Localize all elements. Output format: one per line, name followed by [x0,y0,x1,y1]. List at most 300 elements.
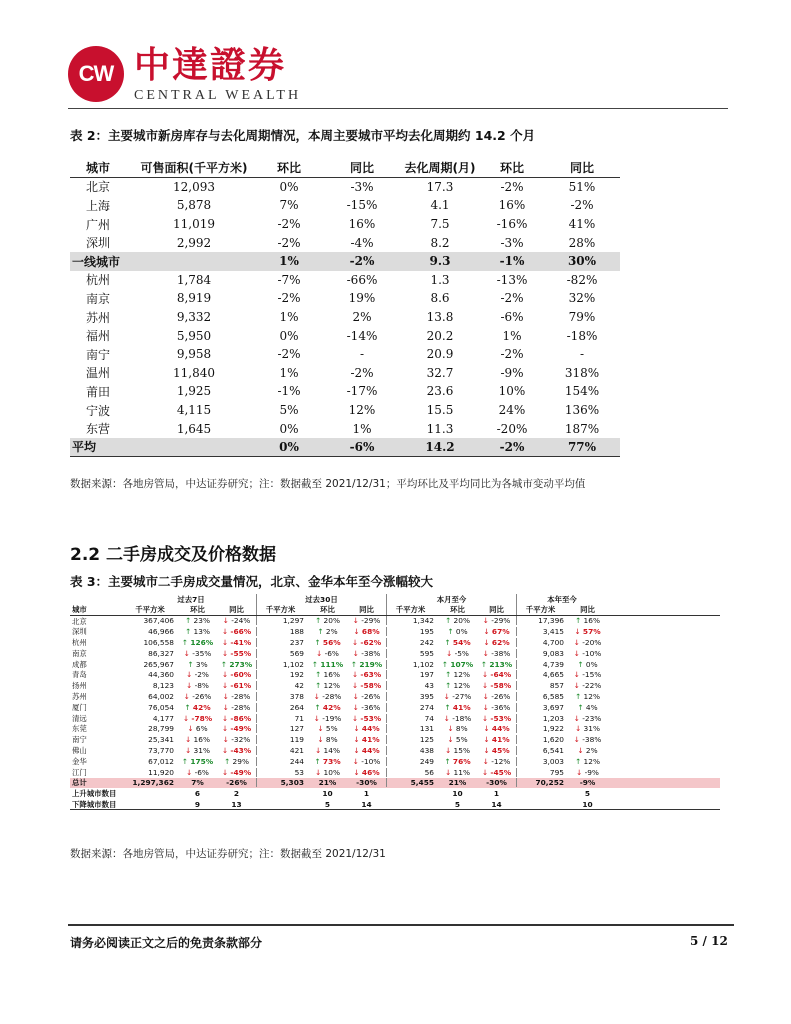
table2-row [70,419,620,438]
table3-cell [308,681,347,690]
arrow-down-icon: ↓ [222,616,232,626]
arrow-up-icon: ↑ [181,638,191,648]
table3-city: 清远 [72,713,87,723]
table3-cell: 1 [363,789,370,799]
table3-city: 扬州 [72,681,87,691]
table3-cell [568,735,607,744]
arrow-down-icon: ↓ [573,648,583,658]
table2-cell: 15.5 [426,403,454,418]
table2-cell: 1,784 [176,272,212,287]
table3 [70,594,720,810]
table3-value: 44% [491,724,510,734]
table2-row [70,215,620,234]
table2-col-header: 环比 [499,161,524,176]
table2-cell: 16% [498,198,526,213]
table2-cell: 东营 [86,422,111,437]
table3-cell [477,692,516,701]
table3-cell: 119 [256,735,308,744]
table2-cell: 28% [568,235,596,250]
arrow-down-icon: ↓ [183,692,193,702]
table3-cell: -9% [579,778,596,788]
table3-value: -18% [452,713,472,723]
table3-cell: 265,967 [143,659,174,669]
arrow-down-icon: ↓ [352,702,362,712]
table2-cell: -15% [346,198,378,213]
arrow-down-icon: ↓ [185,735,194,745]
table3-value: -6% [324,648,339,658]
table3-cell [217,703,256,712]
table3-cell: 421 [256,746,308,755]
arrow-down-icon: ↓ [352,616,362,626]
arrow-down-icon: ↓ [481,670,491,680]
table2-cell: 温州 [86,366,111,381]
table3-cell: 67,012 [148,756,174,766]
table3-city: 成都 [72,659,87,669]
table3-value: -26% [491,692,511,702]
table3-cell [217,638,256,647]
table3-cell: 195 [386,627,438,636]
table3-city: 深圳 [72,627,87,637]
table3-value: 41% [452,702,471,712]
table3-cell [477,616,516,625]
table2-cell: -13% [496,272,528,287]
table3-cell [568,714,607,723]
table2-cell: 13.8 [426,310,454,325]
table3-cell [178,627,217,636]
table3-cell: 127 [256,724,308,733]
table3-row [70,691,720,702]
table3-cell: 1,102 [386,660,438,669]
table3-cell [438,724,477,733]
arrow-up-icon: ↑ [314,756,323,766]
table2-cell: 1% [279,254,299,269]
table2-cell: 上海 [86,198,111,213]
table2-cell: 5,950 [176,328,212,343]
table2-col-header: 同比 [569,161,594,176]
table2-cell: 11,019 [173,217,215,232]
table3-cell [568,627,607,636]
table2-cell: 10% [498,384,526,399]
arrow-down-icon: ↓ [186,670,195,680]
table3-value: -41% [230,638,252,648]
table3-cell: 395 [386,692,438,701]
table3-cell [477,746,516,755]
table3-value: 67% [491,627,510,637]
table3-cell [308,649,347,658]
table3-cell [477,660,516,669]
table3-value: -23% [582,713,602,723]
table3-cell: 6,585 [516,692,568,701]
arrow-down-icon: ↓ [221,681,231,691]
table3-cell [178,692,217,701]
table3-cell [347,649,386,658]
table3-cell [217,735,256,744]
arrow-up-icon: ↑ [575,756,584,766]
table3-cell: 46,966 [148,627,174,637]
table2-row [70,345,620,364]
table3-cell: 4,177 [152,713,174,723]
table2-cell: 5% [279,403,299,418]
arrow-up-icon: ↑ [315,681,324,691]
table2-cell: -2% [277,291,301,306]
table2-cell: 1.3 [430,272,450,287]
table3-cell [308,638,347,647]
arrow-down-icon: ↓ [573,735,583,745]
arrow-down-icon: ↓ [183,648,193,658]
arrow-down-icon: ↓ [353,746,362,756]
table2-cell: 广州 [86,217,111,232]
arrow-down-icon: ↓ [186,767,195,777]
table2-col-header: 环比 [276,161,301,176]
table3-city: 东莞 [72,724,87,734]
table2-row [70,289,620,308]
table3-cell: 106,558 [143,638,174,648]
table3-value: 6% [195,724,208,734]
table3-value: 62% [491,638,510,648]
table3-value: 0% [585,659,598,669]
table3-city: 青岛 [72,670,87,680]
table3-header-row [70,605,720,616]
table3-value: 16% [193,735,210,745]
table3-value: 2% [585,746,598,756]
table2-row [70,196,620,215]
table3-cell [438,757,477,766]
table3-cell: 438 [386,746,438,755]
section-title: 2.2 二手房成交及价格数据 [70,545,277,565]
table3-value: -35% [192,648,212,658]
arrow-up-icon: ↑ [181,756,191,766]
table2-cell: 1,645 [176,421,212,436]
table3-value: 42% [322,702,341,712]
table3-cell [568,649,607,658]
arrow-up-icon: ↑ [577,659,586,669]
table3-cell: 13 [231,799,242,809]
arrow-down-icon: ↓ [446,648,455,658]
table2-cell: 2% [352,310,372,325]
table3-title: 表 3：主要城市二手房成交量情况，北京、金华本年至今涨幅较大 [70,574,434,589]
table3-value: -20% [582,638,602,648]
table2-cell: 莆田 [86,384,111,399]
table3-value: 213% [489,659,513,669]
table3-col-header: 环比 [320,605,335,615]
arrow-up-icon: ↑ [311,659,321,669]
table3-value: -6% [194,767,209,777]
table2-cell: -20% [496,421,528,436]
table3-cell [438,627,477,636]
table3-cell [178,649,217,658]
table2-col-header: 同比 [349,161,374,176]
table3-value: -10% [361,756,381,766]
arrow-down-icon: ↓ [573,638,583,648]
company-logo [68,46,124,102]
table3-cell [438,670,477,679]
table3-value: 41% [491,735,510,745]
table2-cell: -7% [277,272,301,287]
table3-cell: 595 [386,649,438,658]
table3-group-header: 本月至今 [386,594,516,605]
table3-cell: 131 [386,724,438,733]
arrow-down-icon: ↓ [483,724,492,734]
table3-cell [438,681,477,690]
table3-cell [568,681,607,690]
table3-value: 54% [452,638,471,648]
table3-cell [178,670,217,679]
table3-cell [568,638,607,647]
table3-value: -58% [490,681,512,691]
table3-value: -66% [230,627,252,637]
table3-cell [438,649,477,658]
table3-value: 20% [323,616,340,626]
table2-cell: 1% [279,365,299,380]
table2-col-header: 去化周期(月) [404,161,476,176]
table2-cell: 0% [279,421,299,436]
arrow-down-icon: ↓ [481,681,491,691]
table3-cell [477,735,516,744]
table2-cell: 2,992 [176,235,212,250]
table3-value: -28% [231,692,251,702]
table3-cell [347,692,386,701]
table3-cell [308,660,347,669]
table3-value: -2% [194,670,209,680]
arrow-down-icon: ↓ [221,746,231,756]
table3-col-header: 同比 [489,605,504,615]
table2-cell: - [359,347,365,362]
table3-cell [178,724,217,733]
table2-cell: 14.2 [425,439,455,454]
table3-group-header: 过去30日 [256,594,386,605]
table3-cell: 192 [256,670,308,679]
table3-col-header: 千平方米 [386,604,438,615]
table3-value: 23% [193,616,210,626]
table2-cell: 77% [567,439,597,454]
table3-value: -38% [361,648,381,658]
table2-cell: -16% [496,217,528,232]
table2-header-row [70,159,620,178]
table2-source: 数据来源：各地房管局，中达证券研究；注：数据截至 2021/12/31；平均环比及平均同比为各城市变动平均值 [70,478,586,490]
arrow-down-icon: ↓ [351,681,361,691]
table3-cell [568,768,607,777]
table3-cell [308,714,347,723]
arrow-down-icon: ↓ [353,735,362,745]
arrow-down-icon: ↓ [222,702,232,712]
table3-row [70,626,720,637]
table3-cell [347,714,386,723]
table3-cell [217,681,256,690]
table2-cell: -4% [350,235,374,250]
table3-value: 15% [453,746,470,756]
table3-cell: 1 [493,789,500,799]
table3-cell: 5,303 [256,778,308,787]
table3-cell: 25,341 [148,735,174,745]
table3-cell [438,660,477,669]
table2-cell: - [579,347,585,362]
table3-cell: 76,054 [148,702,174,712]
table3-group-header: 本年至今 [516,594,607,605]
table3-cell [178,638,217,647]
table2-cell: 5,878 [176,198,212,213]
table3-value: -9% [584,767,599,777]
table3-row [70,788,720,799]
arrow-down-icon: ↓ [222,692,232,702]
table3-cell [178,714,217,723]
table3-value: 12% [583,756,600,766]
arrow-down-icon: ↓ [483,735,492,745]
table3-cell [347,681,386,690]
table3-value: -12% [491,756,511,766]
table3-cell [178,681,217,690]
table3-cell [178,703,217,712]
table3-cell [438,746,477,755]
table3-value: -10% [582,648,602,658]
footer-disclaimer: 请务必阅读正文之后的免责条款部分 [70,936,263,950]
table3-value: 5% [455,735,468,745]
table2-cell: 4.1 [430,198,450,213]
table3-cell [308,703,347,712]
table3-value: -49% [230,767,252,777]
table3-cell: 1,203 [516,714,568,723]
table2-cell: 32% [568,291,596,306]
table2-cell: 30% [567,254,597,269]
table3-city: 南宁 [72,735,87,745]
table3-value: -58% [360,681,382,691]
footer-divider [68,924,734,926]
table2-cell: 79% [568,310,596,325]
arrow-down-icon: ↓ [482,756,492,766]
table3-cell [347,703,386,712]
table3-city: 江门 [72,767,87,777]
table3-cell: 6,541 [516,746,568,755]
table3-city: 佛山 [72,746,87,756]
table3-value: 16% [583,616,600,626]
table3-city: 杭州 [72,638,87,648]
table3-value: 76% [452,756,471,766]
arrow-down-icon: ↓ [445,767,454,777]
arrow-up-icon: ↑ [444,638,453,648]
arrow-down-icon: ↓ [447,735,456,745]
table3-value: -26% [192,692,212,702]
table3-value: -38% [582,735,602,745]
table2-cell: 9,958 [176,347,212,362]
table2-cell: -2% [500,291,524,306]
table3-cell: -30% [356,778,377,788]
table2-cell: 0% [279,179,299,194]
arrow-down-icon: ↓ [573,681,583,691]
table2-row [70,271,620,290]
table3-cell [308,757,347,766]
table3-city: 厦门 [72,702,87,712]
table2-cell: -2% [570,198,594,213]
table2-cell: 24% [498,403,526,418]
arrow-down-icon: ↓ [352,756,362,766]
table3-cell: 378 [256,692,308,701]
table3-cell: 1,620 [516,735,568,744]
arrow-down-icon: ↓ [315,767,324,777]
table3-cell: 56 [386,768,438,777]
table2-cell: 187% [564,421,600,436]
table2-cell: 深圳 [86,236,111,251]
table3-cell: 264 [256,703,308,712]
table3-row [70,713,720,724]
table3-col-header: 环比 [450,605,465,615]
arrow-down-icon: ↓ [222,735,232,745]
table3-row [70,659,720,670]
table3-cell [217,757,256,766]
table2-cell: 1% [502,328,522,343]
table2-cell: 宁波 [86,403,111,418]
table3-cell [438,703,477,712]
arrow-up-icon: ↑ [315,616,324,626]
table2-cell: -14% [346,328,378,343]
table3-value: 42% [192,702,211,712]
table3-col-header: 同比 [229,605,244,615]
table3-cell: 28,799 [148,724,174,734]
table3-row [70,616,720,627]
table3-row [70,702,720,713]
arrow-up-icon: ↑ [314,638,323,648]
table3-value: 29% [232,756,249,766]
table3-value: -43% [230,746,252,756]
table2-row [70,233,620,252]
table2-cell: 0% [279,439,299,454]
table2-cell: -2% [350,365,374,380]
table3-cell: 242 [386,638,438,647]
table3-value: 12% [323,681,340,691]
arrow-up-icon: ↑ [184,702,193,712]
table3-cell [347,660,386,669]
table3-col-header: 环比 [190,605,205,615]
table3-value: 57% [582,627,601,637]
table2-cell: 23.6 [426,384,454,399]
arrow-down-icon: ↓ [577,746,586,756]
arrow-down-icon: ↓ [221,638,231,648]
table3-cell [477,714,516,723]
table3-col-header: 千平方米 [135,605,165,615]
table3-cell: 10 [582,799,593,809]
table2-cell: 136% [564,403,600,418]
table3-value: -29% [491,616,511,626]
table2-row [70,252,620,271]
table3-cell: -30% [486,778,507,788]
arrow-down-icon: ↓ [482,702,492,712]
table3-value: -22% [582,681,602,691]
table3-cell [347,735,386,744]
table3-cell: 1,297 [256,616,308,625]
table3-cell: 188 [256,627,308,636]
table3-cell [217,627,256,636]
table3-value: 12% [453,681,470,691]
table2-cell: 苏州 [86,310,111,325]
table2 [70,159,620,457]
table2-cell: 8.6 [430,291,450,306]
table3-value: -8% [194,681,209,691]
arrow-up-icon: ↑ [445,616,454,626]
table3-row [70,756,720,767]
table3-value: 56% [322,638,341,648]
table3-cell [217,746,256,755]
arrow-up-icon: ↑ [187,659,196,669]
table3-value: -28% [322,692,342,702]
table3-cell: 237 [256,638,308,647]
table2-cell: -2% [349,254,375,269]
table3-cell [217,670,256,679]
table3-value: 31% [193,746,210,756]
table3-col-header: 千平方米 [256,604,308,615]
arrow-down-icon: ↓ [316,648,325,658]
table2-cell: 4,115 [176,403,212,418]
table2-cell: 20.2 [426,328,454,343]
table3-row [70,724,720,735]
table2-cell: 20.9 [426,347,454,362]
